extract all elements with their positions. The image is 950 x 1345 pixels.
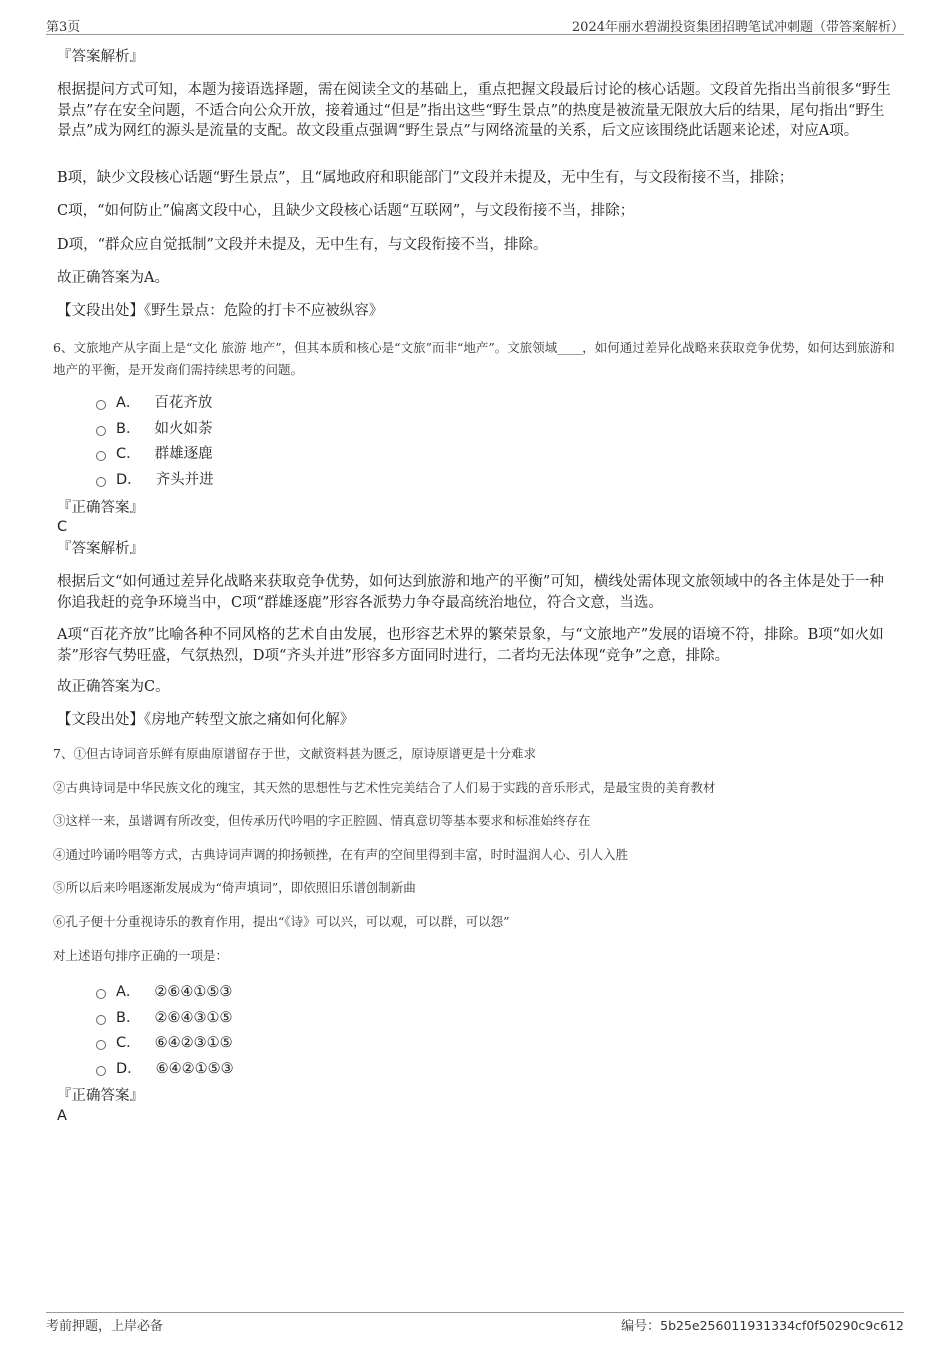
- q7-line-6: ⑥孔子便十分重视诗乐的教育作用，提出“《诗》可以兴，可以观，可以群，可以怨”: [53, 914, 510, 929]
- q5-analysis-para-2: B项，缺少文段核心话题“野生景点”，且“属地政府和职能部门”文段并未提及，无中生有，与文段衔接不当，排除；: [57, 170, 794, 186]
- option-text: ②⑥④①⑤③: [154, 984, 233, 1000]
- q7-option-b[interactable]: [96, 1008, 232, 1028]
- option-key: C．: [116, 446, 141, 462]
- option-key: D．: [116, 1061, 142, 1077]
- option-text: ⑥④②①⑤③: [155, 1061, 234, 1077]
- option-text: ②⑥④③①⑤: [154, 1010, 233, 1026]
- q6-option-c[interactable]: [96, 444, 213, 464]
- radio-icon[interactable]: [96, 451, 106, 461]
- q6-option-b[interactable]: [96, 419, 212, 439]
- radio-icon[interactable]: [96, 1040, 106, 1050]
- option-key: C．: [116, 1035, 141, 1051]
- q5-source: 【文段出处】《野生景点：危险的打卡不应被纵容》: [57, 303, 384, 319]
- q6-source: 【文段出处】《房地产转型文旅之痛如何化解》: [57, 712, 355, 728]
- radio-icon[interactable]: [96, 1066, 106, 1076]
- radio-icon[interactable]: [96, 989, 106, 999]
- option-text: 齐头并进: [155, 472, 214, 488]
- q6-question: 6、文旅地产从字面上是“文化 旅游 地产”，但其本质和核心是“文旅”而非“地产”。文旅领域____，如何通过差异化战略来获取竞争优势，如何达到旅游和地产的平衡，是开发商们需持续思考的问题。: [53, 340, 895, 377]
- q5-conclusion: 故正确答案为A。: [57, 270, 169, 286]
- q7-answer: A: [57, 1108, 67, 1124]
- option-text: 如火如荼: [154, 421, 213, 437]
- q6-analysis-label: 『答案解析』: [57, 541, 144, 557]
- q7-option-d[interactable]: [96, 1059, 234, 1079]
- q7-option-c[interactable]: [96, 1033, 233, 1053]
- q6-answer: C: [57, 519, 68, 535]
- option-key: B．: [116, 1010, 141, 1026]
- q7-line-3: ③这样一来，虽谱调有所改变，但传承历代吟唱的字正腔圆、情真意切等基本要求和标准始终存在: [53, 813, 591, 828]
- q7-line-1: 7、①但古诗词音乐鲜有原曲原谱留存于世，文献资料甚为匮乏，原诗原谱更是十分难求: [53, 746, 536, 761]
- q7-prompt: 对上述语句排序正确的一项是：: [53, 948, 229, 963]
- option-text: 群雄逐鹿: [154, 446, 213, 462]
- option-text: 百花齐放: [154, 395, 213, 411]
- q6-analysis-para-1: 根据后文“如何通过差异化战略来获取竞争优势，如何达到旅游和地产的平衡”可知，横线处需体现文旅领域中的各主体是处于一种你追我赶的竞争环境当中，C项“群雄逐鹿”形容各派势力争夺最高统治地位，符合文意，当选。: [57, 574, 884, 611]
- q7-line-2: ②古典诗词是中华民族文化的瑰宝，其天然的思想性与艺术性完美结合了人们易于实践的音乐形式，是最宝贵的美育教材: [53, 780, 716, 795]
- option-key: A．: [116, 395, 141, 411]
- document-code: [621, 1315, 904, 1334]
- code-value: 5b25e256011931334cf0f50290c9c612: [660, 1318, 904, 1333]
- option-key: B．: [116, 421, 141, 437]
- option-key: D．: [116, 472, 142, 488]
- q7-line-5: ⑤所以后来吟唱逐渐发展成为“倚声填词”，即依照旧乐谱创制新曲: [53, 880, 416, 895]
- page-footer: [46, 1312, 904, 1335]
- q6-answer-label: 『正确答案』: [57, 500, 144, 516]
- q5-analysis-para-1: 根据提问方式可知，本题为接语选择题，需在阅读全文的基础上，重点把握文段最后讨论的核心话题。文段首先指出当前很多“野生景点”存在安全问题，不适合向公众开放，接着通过“但是”指出这些“野生景点”的热度是被流量无限放大后的结果，尾句指出“野生景点”成为网红的源头是流量的支配。故文段重点强调“野生景点”与网络流量的关系，后文应该围绕此话题来论述，对应A项。: [57, 82, 891, 139]
- document-title: 2024年丽水碧湖投资集团招聘笔试冲刺题（带答案解析）: [571, 20, 904, 35]
- code-label: 编号：: [621, 1319, 661, 1334]
- radio-icon[interactable]: [96, 426, 106, 436]
- q6-option-d[interactable]: [96, 470, 214, 490]
- q5-analysis-para-4: D项，“群众应自觉抵制”文段并未提及，无中生有，与文段衔接不当，排除。: [57, 237, 548, 253]
- q6-option-a[interactable]: [96, 393, 212, 413]
- page-header: [46, 14, 904, 35]
- option-key: A．: [116, 984, 141, 1000]
- option-text: ⑥④②③①⑤: [154, 1035, 233, 1051]
- q6-conclusion: 故正确答案为C。: [57, 679, 170, 695]
- page-number: 第3页: [46, 20, 81, 35]
- radio-icon[interactable]: [96, 1015, 106, 1025]
- q5-analysis-para-3: C项，“如何防止”偏离文段中心，且缺少文段核心话题“互联网”，与文段衔接不当，排除；: [57, 203, 635, 219]
- q6-analysis-para-2: A项“百花齐放”比喻各种不同风格的艺术自由发展，也形容艺术界的繁荣景象，与“文旅地产”发展的语境不符，排除。B项“如火如荼”形容气势旺盛，气氛热烈，D项“齐头并进”形容多方面同时进行，二者均无法体现“竞争”之意，排除。: [57, 627, 884, 664]
- q7-answer-label: 『正确答案』: [57, 1088, 144, 1104]
- q5-analysis-label: 『答案解析』: [57, 49, 144, 65]
- q7-line-4: ④通过吟诵吟唱等方式，古典诗词声调的抑扬顿挫，在有声的空间里得到丰富，时时温润人心、引人入胜: [53, 847, 629, 862]
- radio-icon[interactable]: [96, 477, 106, 487]
- footer-slogan: 考前押题，上岸必备: [46, 1319, 164, 1334]
- q7-option-a[interactable]: [96, 982, 232, 1002]
- radio-icon[interactable]: [96, 400, 106, 410]
